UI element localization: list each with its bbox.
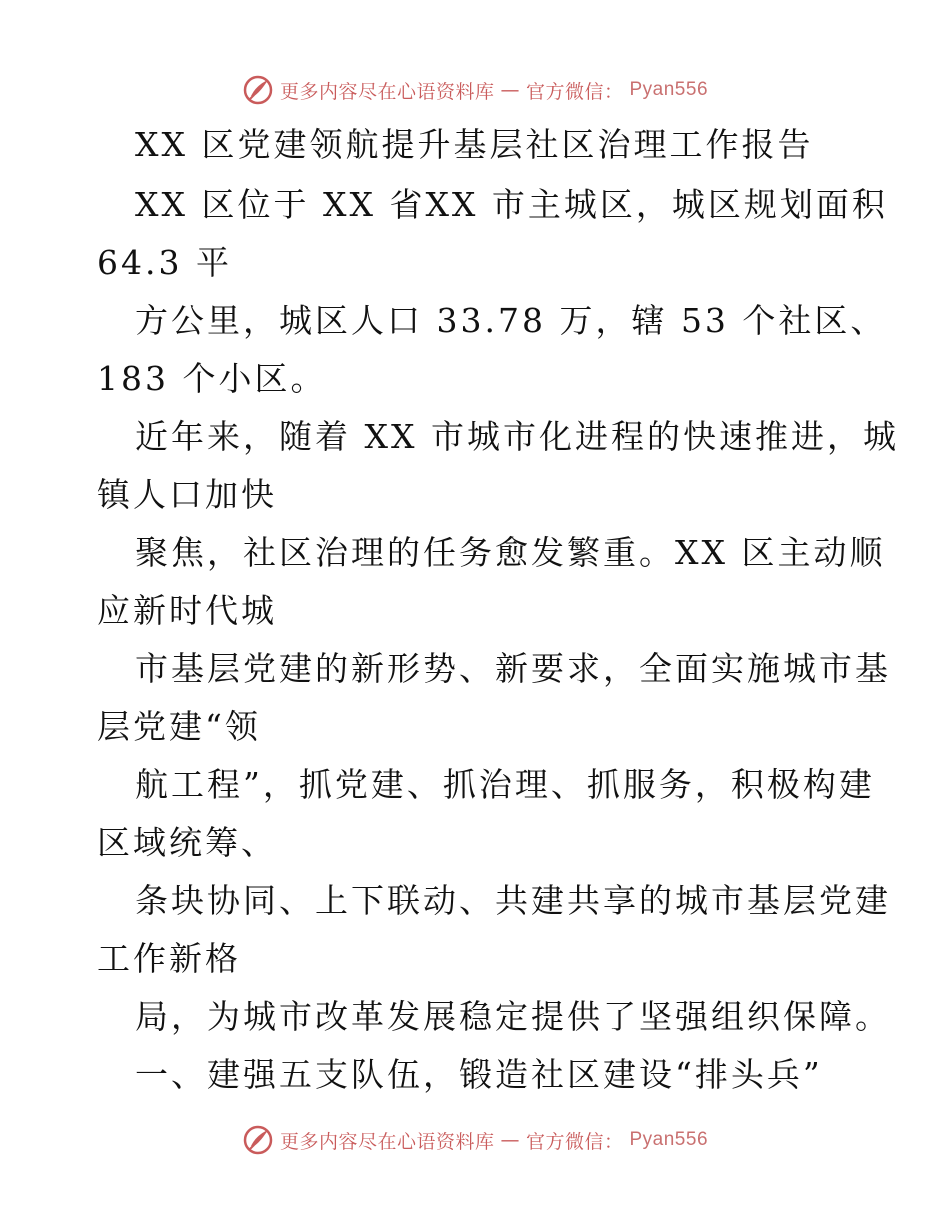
paragraph-line: 层党建“领 [97, 707, 261, 746]
section-heading: 一、建强五支队伍，锻造社区建设“排头兵” [135, 1055, 823, 1094]
paragraph-line: 64.3 平 [97, 243, 232, 282]
paragraph-line: 镇人口加快 [97, 475, 277, 514]
paragraph-line: 航工程”，抓党建、抓治理、抓服务，积极构建 [135, 765, 875, 804]
watermark-separator: — [500, 1129, 520, 1151]
watermark-separator: — [500, 79, 520, 101]
paragraph-line: 市基层党建的新形势、新要求，全面实施城市基 [135, 649, 891, 688]
paragraph-line: XX 区位于 XX 省XX 市主城区，城区规划面积 [135, 185, 888, 224]
paragraph-line: 区域统筹、 [97, 823, 277, 862]
document-title: XX 区党建领航提升基层社区治理工作报告 [135, 125, 814, 164]
header-watermark [0, 70, 950, 110]
paragraph-line: 工作新格 [97, 939, 241, 978]
paragraph-line: 183 个小区。 [97, 359, 327, 398]
paragraph-line: 近年来，随着 XX 市城市化进程的快速推进，城 [135, 417, 899, 456]
paragraph-line: 聚焦，社区治理的任务愈发繁重。XX 区主动顺 [135, 533, 886, 572]
watermark-text: 更多内容尽在心语资料库 [279, 80, 495, 103]
quill-seal-icon [242, 74, 274, 106]
paragraph-line: 应新时代城 [97, 591, 277, 630]
watermark-id: Pyan556 [629, 1129, 709, 1150]
paragraph-line: 局，为城市改革发展稳定提供了坚强组织保障。 [135, 997, 891, 1036]
quill-seal-icon [242, 1124, 274, 1156]
footer-watermark [0, 1120, 950, 1160]
watermark-text: 更多内容尽在心语资料库 [279, 1130, 495, 1153]
watermark-label: 官方微信： [525, 80, 624, 103]
paragraph-line: 条块协同、上下联动、共建共享的城市基层党建 [135, 881, 891, 920]
paragraph-line: 方公里，城区人口 33.78 万，辖 53 个社区、 [135, 301, 887, 340]
watermark-label: 官方微信： [525, 1130, 624, 1153]
watermark-id: Pyan556 [629, 79, 709, 100]
